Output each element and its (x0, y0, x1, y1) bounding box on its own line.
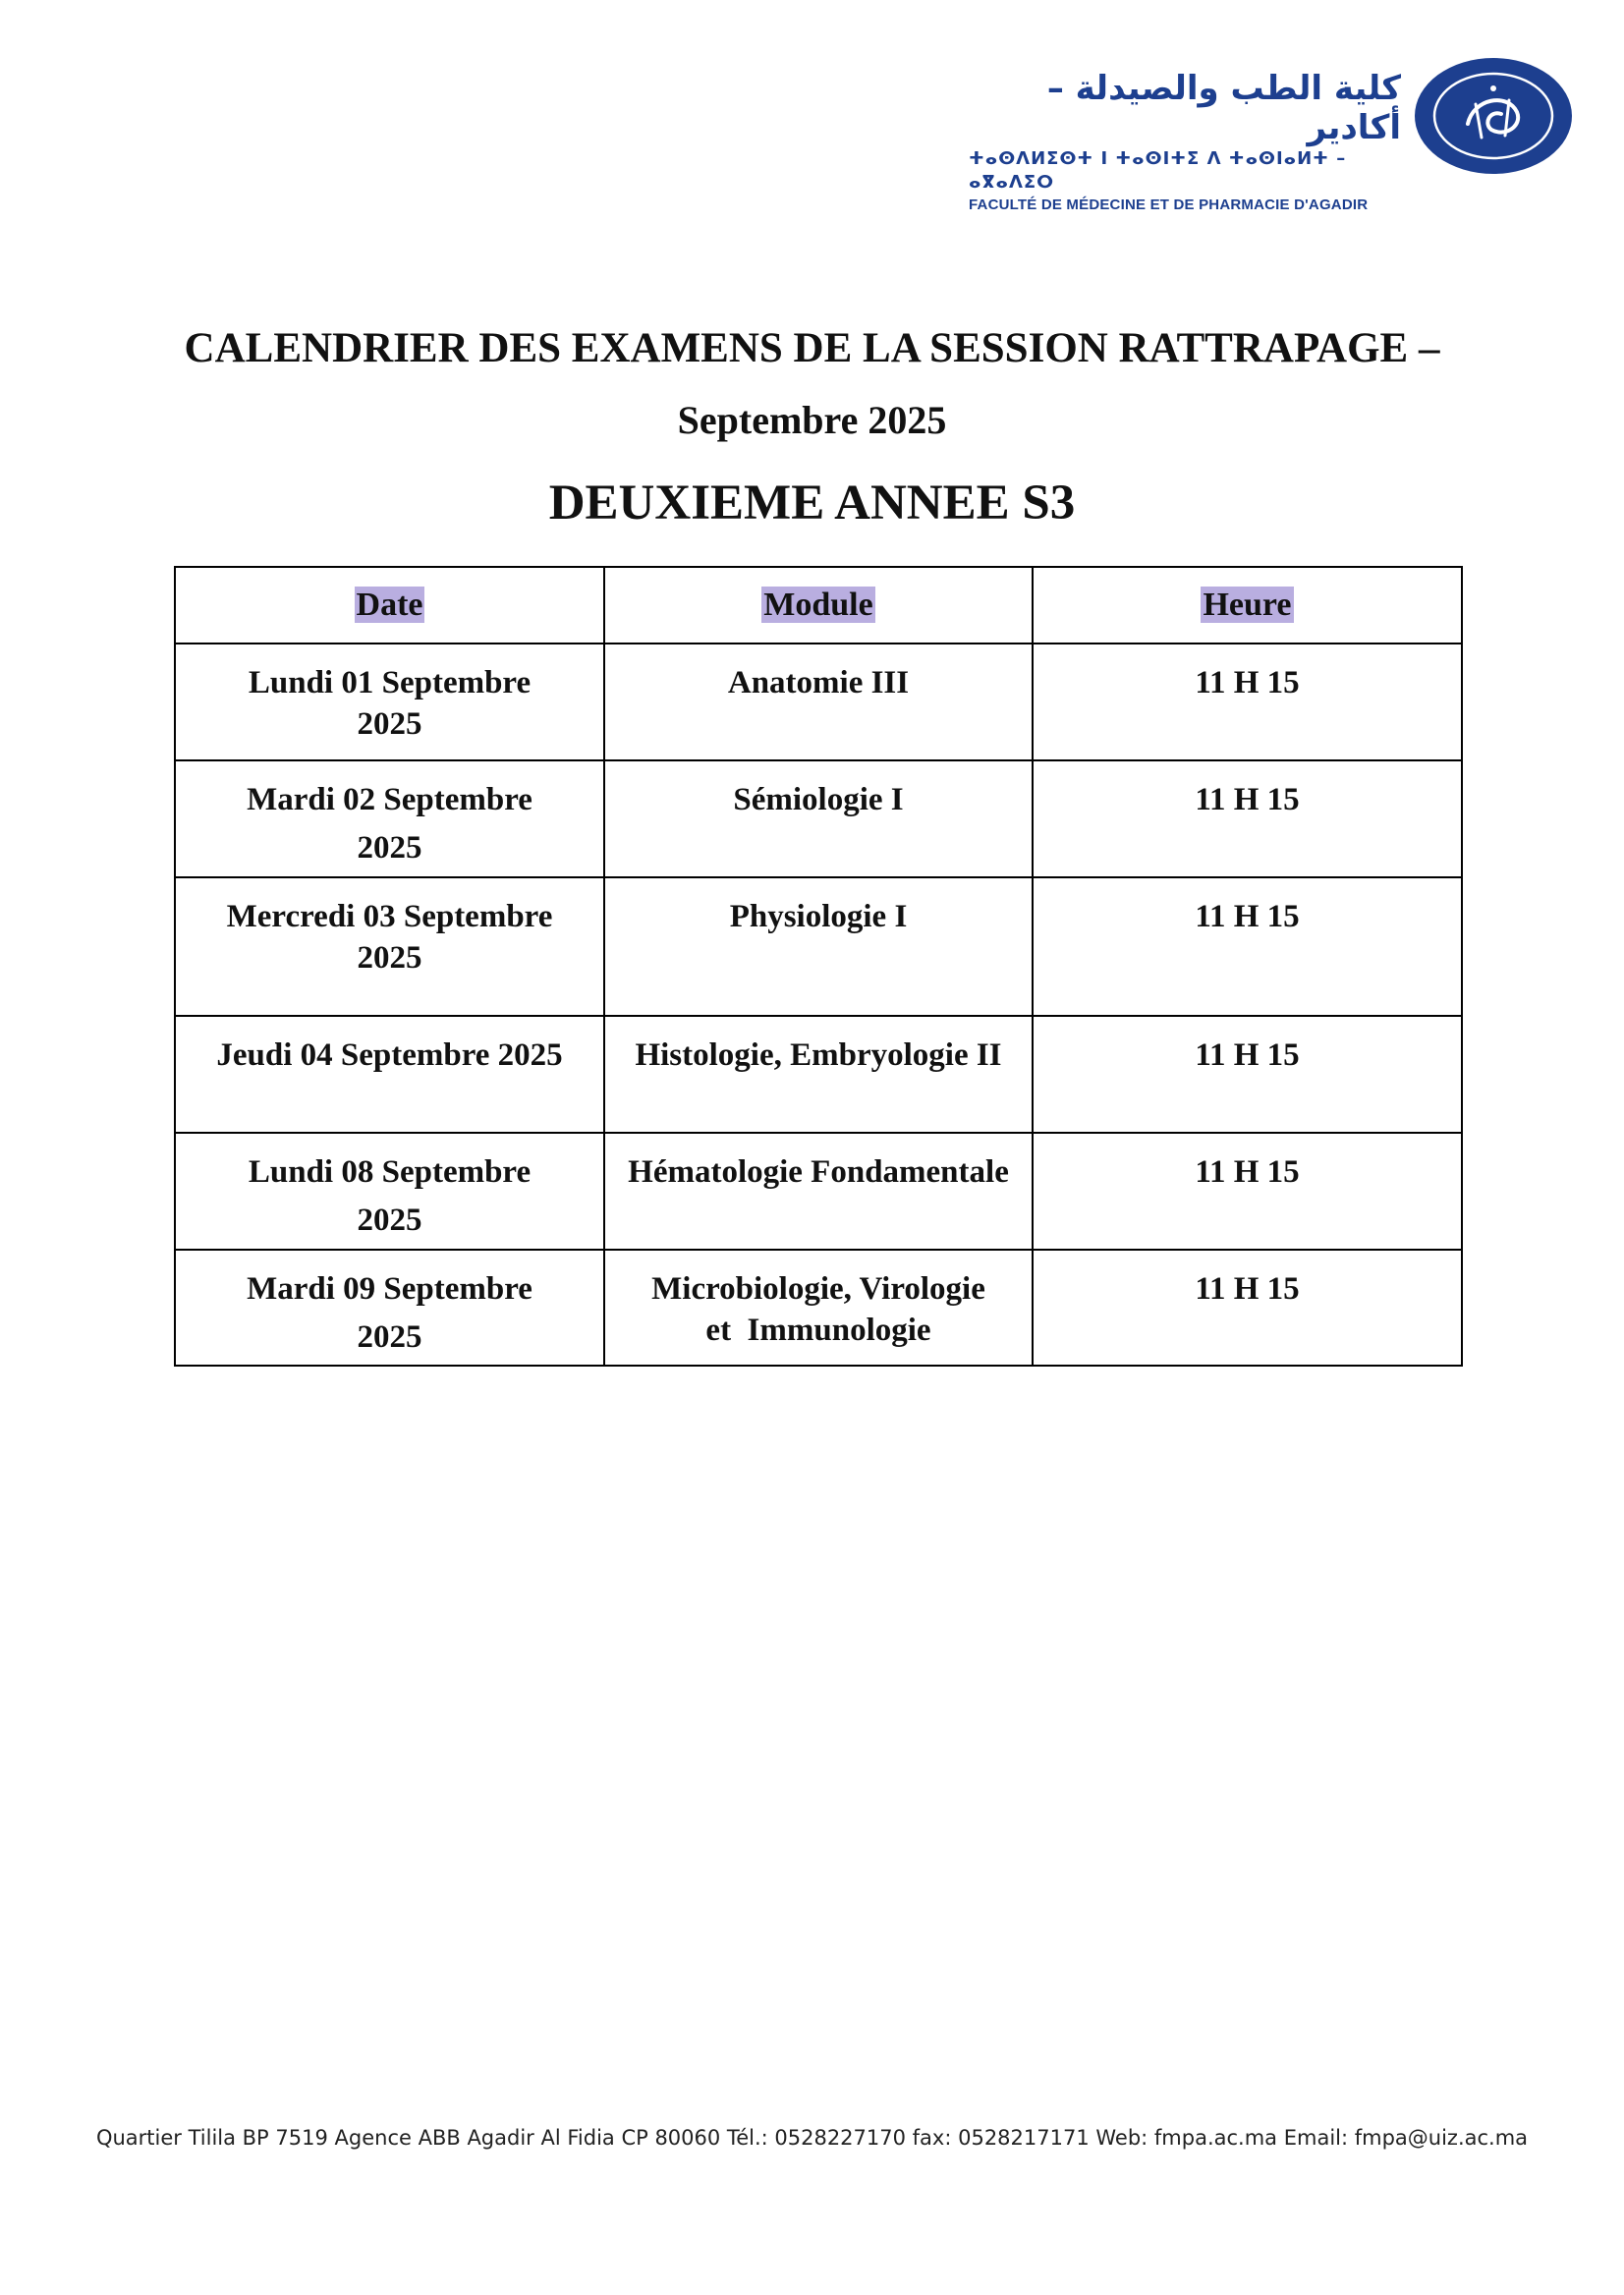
module-cell: Sémiologie I (604, 760, 1033, 877)
table-row (175, 644, 1462, 760)
heure-cell: 11 H 15 (1033, 644, 1462, 760)
heure-cell: 11 H 15 (1033, 877, 1462, 1016)
university-seal-icon (1411, 55, 1576, 177)
heure-cell: 11 H 15 (1033, 1250, 1462, 1366)
table-row (175, 877, 1462, 1016)
date-cell: Mardi 02 Septembre 2025 (175, 760, 604, 877)
date-cell: Mercredi 03 Septembre 2025 (175, 877, 604, 1016)
module-cell: Hématologie Fondamentale (604, 1133, 1033, 1250)
page-title: CALENDRIER DES EXAMENS DE LA SESSION RATTRAPAGE – (184, 325, 1440, 371)
table-row (175, 1016, 1462, 1133)
faculty-name-tifinagh: ⵜⴰⵙⴷⵍⵉⵙⵜ ⵏ ⵜⴰⵙⵏⵜⵉ ⴷ ⵜⴰⵙⵏⴰⵍⵜ – ⴰⴳⴰⴷⵉⵔ (969, 148, 1347, 193)
module-cell: Anatomie III (604, 644, 1033, 760)
page-subtitle: Septembre 2025 (677, 398, 947, 442)
faculty-name-arabic: كلية الطب والصيدلة – أكادير (1046, 69, 1401, 147)
heure-cell: 11 H 15 (1033, 1016, 1462, 1133)
module-cell: Microbiologie, Virologie et Immunologie (604, 1250, 1033, 1366)
heure-cell: 11 H 15 (1033, 760, 1462, 877)
table-row (175, 760, 1462, 877)
year-level-title: DEUXIEME ANNEE S3 (548, 476, 1076, 531)
faculty-logo (969, 69, 1401, 216)
table-row (175, 1250, 1462, 1366)
heure-cell: 11 H 15 (1033, 1133, 1462, 1250)
column-header-heure: Heure (1033, 567, 1462, 644)
date-cell: Mardi 09 Septembre 2025 (175, 1250, 604, 1366)
faculty-name-french: FACULTÉ DE MÉDECINE ET DE PHARMACIE D'AGADIR (969, 196, 1369, 213)
exam-schedule-table (174, 566, 1463, 1367)
module-cell: Histologie, Embryologie II (604, 1016, 1033, 1133)
column-header-module: Module (604, 567, 1033, 644)
footer-address: Quartier Tilila BP 7519 Agence ABB Agadir Al Fidia CP 80060 Tél.: 0528227170 fax: 0528217171 Web: fmpa.ac.ma Email: fmpa@uiz.ac.ma (95, 2126, 1529, 2150)
date-cell: Lundi 08 Septembre 2025 (175, 1133, 604, 1250)
table-header-row (175, 567, 1462, 644)
date-cell: Lundi 01 Septembre 2025 (175, 644, 604, 760)
module-cell: Physiologie I (604, 877, 1033, 1016)
column-header-date: Date (175, 567, 604, 644)
table-row (175, 1133, 1462, 1250)
date-cell: Jeudi 04 Septembre 2025 (175, 1016, 604, 1133)
